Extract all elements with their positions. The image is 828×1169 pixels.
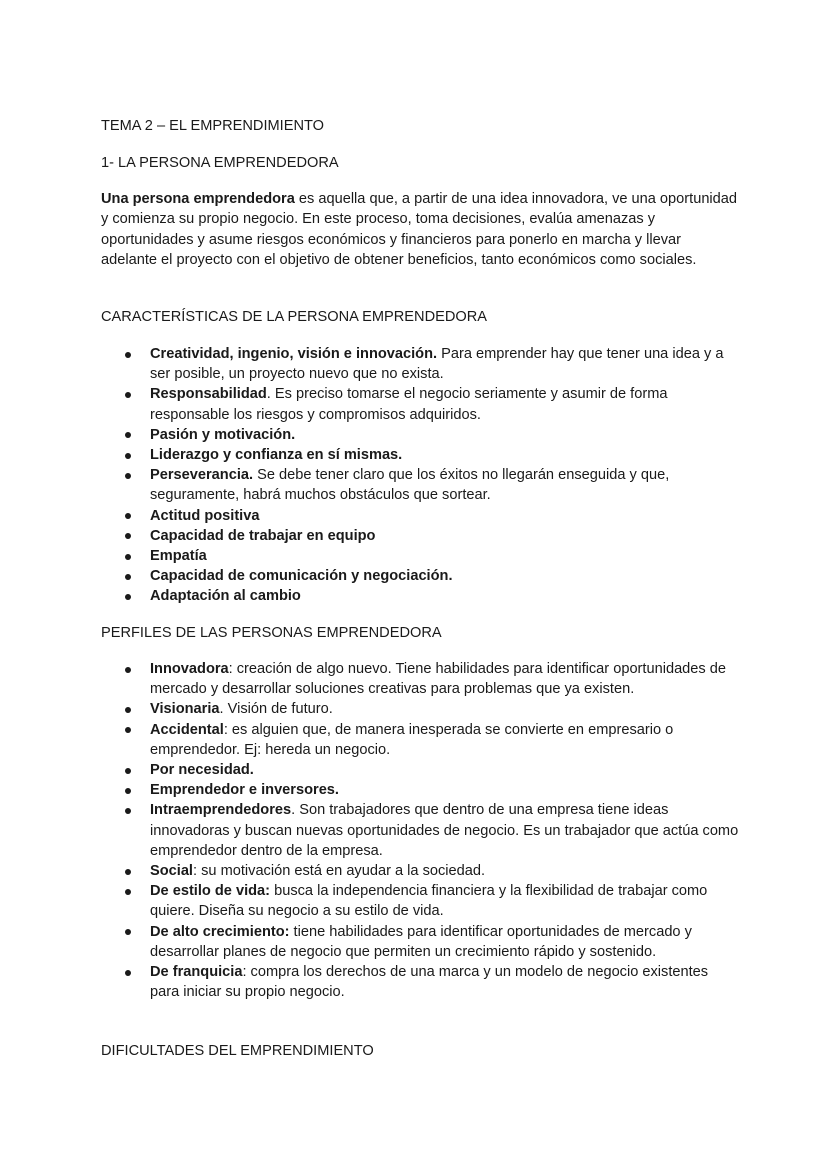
item-bold: Por necesidad. bbox=[150, 762, 254, 779]
item-text: Para emprender hay que tener una idea y a ser posible, un proyecto nuevo que no exista. bbox=[150, 346, 724, 383]
list-item bbox=[101, 720, 741, 760]
intro-text: es aquella que, a partir de una idea innovadora, ve una oportunidad y comienza su propio negocio. En este proceso, toma decisiones, evalúa amenazas y oportunidades y asume riesgos económicos y financieros para ponerlo en marcha y llevar adelante el proyecto con el objetivo de obtener beneficios, tanto económicos como sociales. bbox=[101, 191, 738, 269]
item-bold: Capacidad de comunicación y negociación. bbox=[150, 568, 453, 585]
characteristics-heading: CARACTERÍSTICAS DE LA PERSONA EMPRENDEDORA bbox=[101, 309, 488, 325]
bullet-icon bbox=[125, 889, 131, 895]
item-bold: Perseverancia. bbox=[150, 467, 254, 484]
item-bold: Visionaria bbox=[150, 701, 220, 718]
item-bold: De franquicia bbox=[150, 964, 243, 981]
bullet-icon bbox=[125, 788, 131, 794]
bullet-icon bbox=[125, 727, 131, 733]
list-item bbox=[101, 861, 741, 881]
bullet-icon bbox=[125, 513, 131, 519]
item-text: busca la independencia financiera y la flexibilidad de trabajar como quiere. Diseña su negocio a su estilo de vida. bbox=[150, 883, 708, 920]
item-text: . Es preciso tomarse el negocio seriamente y asumir de forma responsable los riesgos y compromisos adquiridos. bbox=[150, 386, 668, 423]
list-item bbox=[101, 344, 741, 384]
item-bold: Adaptación al cambio bbox=[150, 588, 301, 605]
item-text: : compra los derechos de una marca y un modelo de negocio existentes para iniciar su propio negocio. bbox=[150, 964, 709, 1001]
item-bold: Capacidad de trabajar en equipo bbox=[150, 527, 376, 544]
item-bold: Emprendedor e inversores. bbox=[150, 782, 339, 799]
item-text: tiene habilidades para identificar oportunidades de mercado y desarrollar planes de negocio que permiten un crecimiento rápido y sostenido. bbox=[150, 923, 692, 960]
list-item bbox=[101, 566, 741, 586]
bullet-icon bbox=[125, 970, 131, 976]
bullet-icon bbox=[125, 432, 131, 438]
item-bold: Actitud positiva bbox=[150, 507, 260, 524]
intro-paragraph bbox=[101, 189, 741, 271]
list-item bbox=[101, 425, 741, 445]
list-item bbox=[101, 780, 741, 800]
item-text: . Son trabajadores que dentro de una empresa tiene ideas innovadoras y buscan nuevas oportunidades de negocio. Es un trabajador que actúa como emprendedor dentro de la empresa. bbox=[150, 802, 739, 859]
item-bold: Creatividad, ingenio, visión e innovación. bbox=[150, 346, 438, 362]
list-item bbox=[101, 962, 741, 1002]
item-text: : su motivación está en ayudar a la sociedad. bbox=[193, 863, 486, 880]
item-bold: Responsabilidad bbox=[150, 386, 267, 403]
item-bold: Empatía bbox=[150, 548, 207, 565]
difficulties-heading: DIFICULTADES DEL EMPRENDIMIENTO bbox=[101, 1043, 374, 1059]
bullet-icon bbox=[125, 574, 131, 580]
item-bold: Social bbox=[150, 863, 193, 880]
list-item bbox=[101, 445, 741, 465]
item-bold: Pasión y motivación. bbox=[150, 426, 296, 443]
list-item bbox=[101, 526, 741, 546]
item-bold: De alto crecimiento: bbox=[150, 923, 290, 940]
item-bold: De estilo de vida: bbox=[150, 883, 271, 900]
list-item bbox=[101, 659, 741, 699]
bullet-icon bbox=[125, 929, 131, 935]
bullet-icon bbox=[125, 768, 131, 774]
item-bold: Accidental bbox=[150, 721, 224, 738]
bullet-icon bbox=[125, 707, 131, 713]
bullet-icon bbox=[125, 869, 131, 875]
list-item bbox=[101, 699, 741, 719]
item-bold: Intraemprendedores bbox=[150, 802, 292, 819]
bullet-icon bbox=[125, 473, 131, 479]
intro-bold-term: Una persona emprendedora bbox=[101, 191, 295, 207]
document-title: TEMA 2 – EL EMPRENDIMIENTO bbox=[101, 118, 325, 134]
list-item bbox=[101, 546, 741, 566]
list-item bbox=[101, 881, 741, 921]
item-text: . Visión de futuro. bbox=[219, 701, 333, 718]
bullet-icon bbox=[125, 554, 131, 560]
list-item bbox=[101, 800, 741, 861]
bullet-icon bbox=[125, 453, 131, 459]
bullet-icon bbox=[125, 352, 131, 358]
profiles-heading: PERFILES DE LAS PERSONAS EMPRENDEDORA bbox=[101, 625, 442, 641]
bullet-icon bbox=[125, 533, 131, 539]
list-item bbox=[101, 384, 741, 424]
item-text: : es alguien que, de manera inesperada se convierte en empresario o emprendedor. Ej: hereda un negocio. bbox=[150, 721, 674, 758]
list-item bbox=[101, 922, 741, 962]
item-text: Se debe tener claro que los éxitos no llegarán enseguida y que, seguramente, habrá muchos obstáculos que sortear. bbox=[150, 467, 670, 504]
list-item bbox=[101, 760, 741, 780]
item-text: : creación de algo nuevo. Tiene habilidades para identificar oportunidades de mercado y desarrollar soluciones creativas para problemas que ya existen. bbox=[150, 661, 726, 698]
characteristics-list bbox=[101, 344, 741, 607]
profiles-list bbox=[101, 659, 741, 1002]
section-heading: 1- LA PERSONA EMPRENDEDORA bbox=[101, 155, 339, 171]
bullet-icon bbox=[125, 667, 131, 673]
bullet-icon bbox=[125, 392, 131, 398]
bullet-icon bbox=[125, 808, 131, 814]
list-item bbox=[101, 465, 741, 505]
list-item bbox=[101, 586, 741, 606]
item-bold: Liderazgo y confianza en sí mismas. bbox=[150, 447, 403, 464]
bullet-icon bbox=[125, 594, 131, 600]
item-bold: Innovadora bbox=[150, 661, 229, 677]
list-item bbox=[101, 506, 741, 526]
